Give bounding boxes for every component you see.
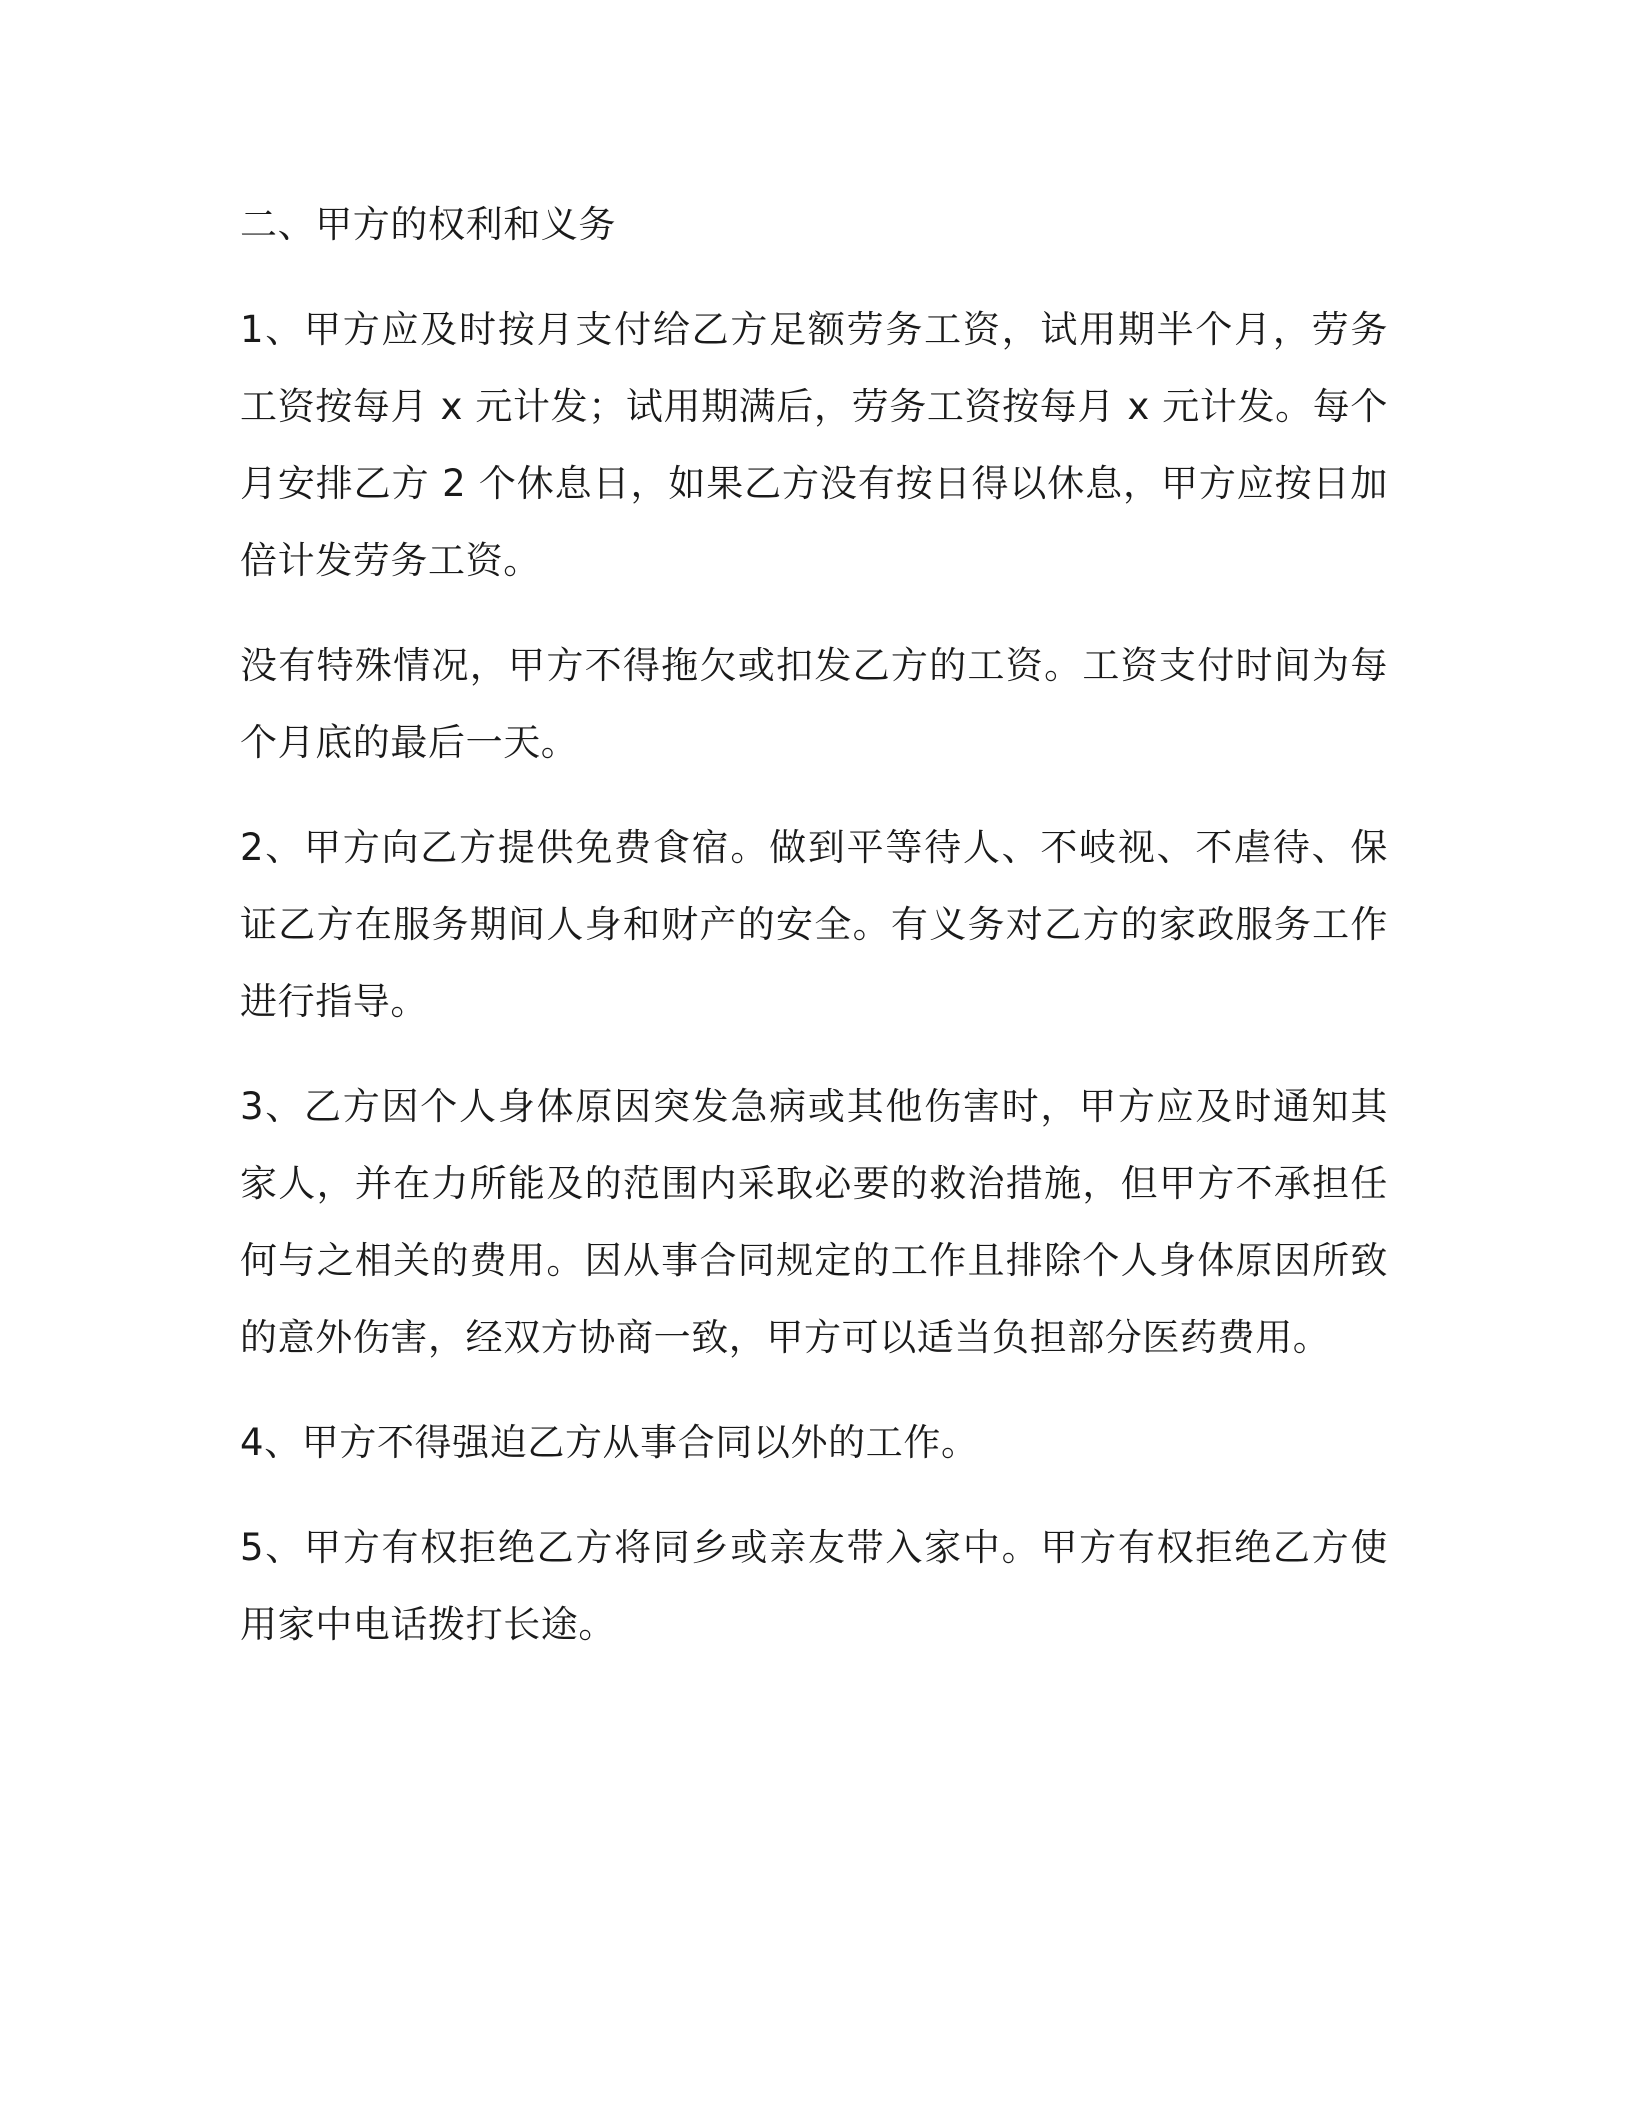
paragraph-5: 5、甲方有权拒绝乙方将同乡或亲友带入家中。甲方有权拒绝乙方使用家中电话拨打长途。 [240,1526,1388,1646]
paragraph-3: 3、乙方因个人身体原因突发急病或其他伤害时，甲方应及时通知其家人，并在力所能及的范围内采取必要的救治措施，但甲方不承担任何与之相关的费用。因从事合同规定的工作且排除个人身体原因所致的意外伤害，经双方协商一致，甲方可以适当负担部分医药费用。 [240,1085,1388,1359]
paragraph-4: 4、甲方不得强迫乙方从事合同以外的工作。 [240,1421,979,1464]
paragraph-1-continued: 没有特殊情况，甲方不得拖欠或扣发乙方的工资。工资支付时间为每个月底的最后一天。 [240,644,1388,764]
paragraph-1: 1、甲方应及时按月支付给乙方足额劳务工资，试用期半个月，劳务工资按每月 x 元计发；试用期满后，劳务工资按每月 x 元计发。每个月安排乙方 2 个休息日，如果乙方没有按日得以休息，甲方应按日加倍计发劳务工资。 [240,308,1388,582]
paragraph-2: 2、甲方向乙方提供免费食宿。做到平等待人、不岐视、不虐待、保证乙方在服务期间人身和财产的安全。有义务对乙方的家政服务工作进行指导。 [240,826,1388,1023]
section-heading: 二、甲方的权利和义务 [240,203,616,246]
document-body [240,186,1388,1691]
